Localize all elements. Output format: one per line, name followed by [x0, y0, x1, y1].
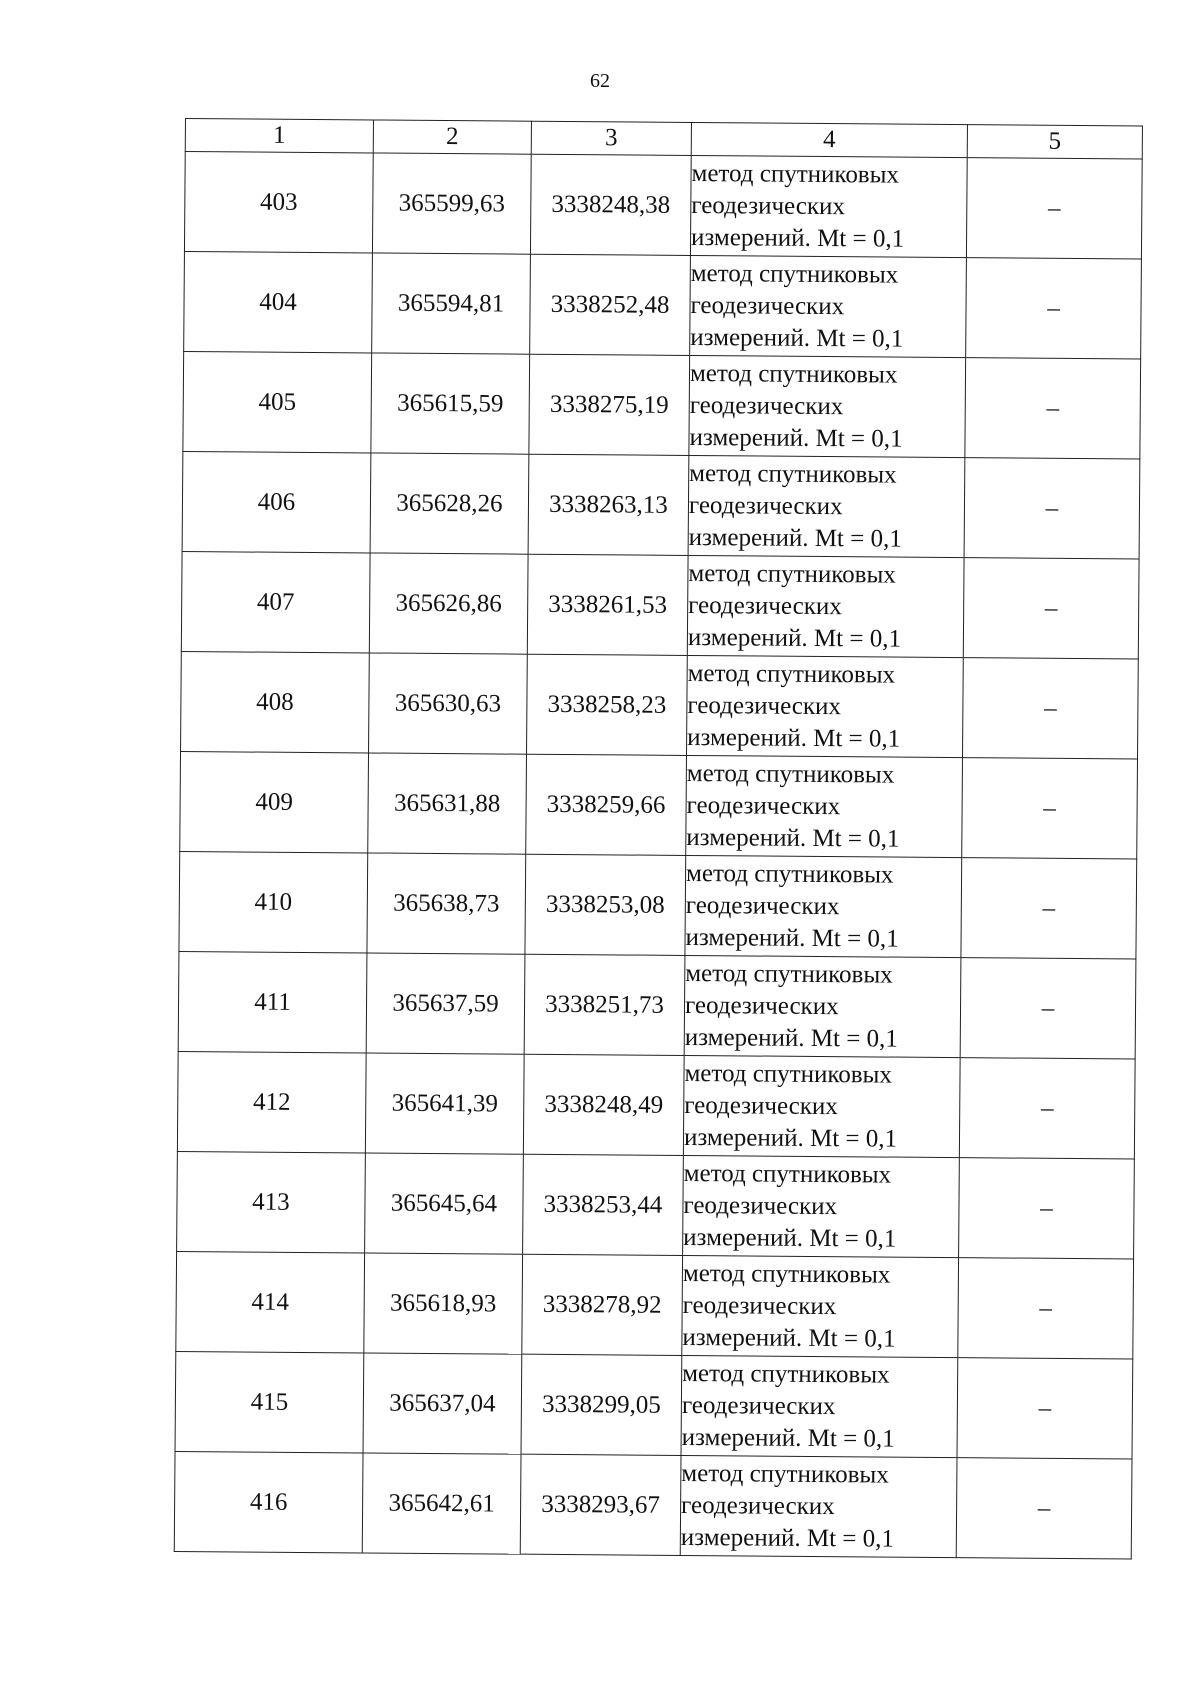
x-coordinate-cell: 365641,39	[365, 1053, 524, 1154]
method-line: геодезических	[687, 691, 842, 720]
method-cell	[680, 1455, 957, 1557]
x-coordinate-cell: 365599,63	[372, 153, 531, 254]
y-coordinate-cell: 3338293,67	[520, 1454, 681, 1555]
method-cell	[689, 355, 966, 457]
point-number-cell: 406	[182, 451, 371, 552]
y-coordinate-cell: 3338253,44	[523, 1154, 684, 1255]
table-row	[176, 1251, 1134, 1359]
method-line: метод спутниковых	[689, 459, 897, 489]
method-line: геодезических	[688, 491, 843, 520]
y-coordinate-cell: 3338248,49	[523, 1054, 684, 1155]
note-cell: –	[957, 1358, 1133, 1459]
column-header-4: 4	[691, 122, 967, 157]
method-cell	[690, 155, 967, 257]
method-line: измерений. Mt = 0,1	[684, 1023, 898, 1053]
method-line: метод спутниковых	[682, 1259, 891, 1289]
point-number-cell: 414	[176, 1251, 365, 1352]
x-coordinate-cell: 365631,88	[368, 753, 527, 854]
point-number-cell: 409	[180, 751, 369, 852]
table-row	[179, 851, 1137, 959]
method-line: измерений. Mt = 0,1	[690, 223, 905, 253]
y-coordinate-cell: 3338275,19	[529, 354, 690, 455]
note-cell: –	[965, 358, 1141, 459]
method-line: геодезических	[685, 891, 840, 920]
method-line: метод спутниковых	[682, 1359, 890, 1389]
method-line: измерений. Mt = 0,1	[681, 1423, 895, 1453]
y-coordinate-cell: 3338253,08	[525, 854, 686, 955]
method-line: измерений. Mt = 0,1	[680, 1523, 895, 1553]
x-coordinate-cell: 365626,86	[369, 553, 528, 654]
method-line: измерений. Mt = 0,1	[689, 423, 903, 453]
method-line: измерений. Mt = 0,1	[690, 323, 904, 353]
point-number-cell: 407	[181, 551, 370, 652]
x-coordinate-cell: 365594,81	[372, 253, 531, 354]
method-line: метод спутниковых	[685, 959, 893, 989]
point-number-cell: 405	[183, 351, 372, 452]
x-coordinate-cell: 365642,61	[362, 1453, 521, 1554]
method-line: геодезических	[683, 1191, 838, 1220]
method-cell	[683, 1055, 960, 1157]
note-cell: –	[963, 658, 1139, 759]
method-line: измерений. Mt = 0,1	[685, 923, 899, 953]
method-cell	[688, 455, 965, 557]
point-number-cell: 413	[177, 1151, 366, 1252]
table-row	[184, 152, 1142, 260]
note-cell: –	[961, 858, 1137, 959]
method-line: метод спутниковых	[684, 1059, 893, 1089]
point-number-cell: 408	[181, 651, 370, 752]
y-coordinate-cell: 3338261,53	[527, 554, 688, 655]
method-line: геодезических	[681, 1491, 835, 1520]
method-cell	[686, 755, 963, 857]
note-cell: –	[959, 1158, 1135, 1259]
y-coordinate-cell: 3338263,13	[528, 454, 689, 555]
method-cell	[682, 1255, 959, 1357]
point-number-cell: 411	[178, 951, 367, 1052]
table-row	[178, 951, 1136, 1059]
method-line: метод спутниковых	[686, 759, 895, 789]
method-line: метод спутниковых	[688, 559, 896, 589]
method-cell	[684, 955, 961, 1057]
method-line: метод спутниковых	[691, 159, 900, 189]
method-line: геодезических	[684, 1091, 838, 1120]
note-cell: –	[959, 1058, 1135, 1159]
column-header-3: 3	[531, 121, 691, 155]
x-coordinate-cell: 365645,64	[365, 1153, 524, 1254]
y-coordinate-cell: 3338299,05	[521, 1354, 682, 1455]
table-row	[180, 751, 1138, 859]
table-row	[175, 1351, 1133, 1459]
note-cell: –	[960, 958, 1136, 1059]
point-number-cell: 410	[179, 851, 368, 952]
x-coordinate-cell: 365628,26	[370, 453, 529, 554]
point-number-cell: 403	[184, 152, 373, 253]
method-line: измерений. Mt = 0,1	[682, 1323, 896, 1353]
method-line: метод спутниковых	[685, 859, 894, 889]
point-number-cell: 416	[174, 1451, 363, 1552]
column-header-2: 2	[373, 120, 531, 154]
table-row	[183, 351, 1141, 459]
method-line: измерений. Mt = 0,1	[683, 1223, 897, 1253]
method-line: геодезических	[686, 791, 841, 820]
method-line: метод спутниковых	[683, 1159, 892, 1189]
table-body	[174, 152, 1142, 1559]
method-line: геодезических	[689, 391, 844, 420]
note-cell: –	[956, 1458, 1132, 1559]
x-coordinate-cell: 365638,73	[367, 853, 526, 954]
y-coordinate-cell: 3338258,23	[527, 654, 688, 755]
method-line: измерений. Mt = 0,1	[688, 523, 902, 553]
point-number-cell: 404	[184, 251, 373, 352]
y-coordinate-cell: 3338251,73	[524, 954, 685, 1055]
table-row	[182, 451, 1140, 559]
table-row	[181, 551, 1139, 659]
y-coordinate-cell: 3338259,66	[526, 754, 687, 855]
method-cell	[681, 1355, 958, 1457]
table-row	[181, 651, 1139, 759]
method-line: метод спутниковых	[689, 359, 898, 389]
coordinates-table	[174, 118, 1143, 1559]
table-row	[177, 1151, 1135, 1259]
table-row	[174, 1451, 1132, 1559]
note-cell: –	[958, 1258, 1134, 1359]
x-coordinate-cell: 365615,59	[371, 353, 530, 454]
note-cell: –	[963, 558, 1139, 659]
y-coordinate-cell: 3338248,38	[530, 154, 691, 255]
column-header-1: 1	[185, 119, 373, 153]
note-cell: –	[966, 258, 1142, 359]
method-line: геодезических	[690, 291, 845, 320]
method-cell	[687, 655, 964, 757]
point-number-cell: 412	[177, 1051, 366, 1152]
y-coordinate-cell: 3338252,48	[530, 254, 691, 355]
method-line: метод спутниковых	[690, 259, 899, 289]
note-cell: –	[966, 158, 1142, 259]
method-line: геодезических	[684, 991, 839, 1020]
method-line: метод спутниковых	[681, 1459, 889, 1489]
method-line: измерений. Mt = 0,1	[683, 1123, 898, 1153]
table-row	[184, 251, 1142, 359]
method-line: геодезических	[691, 191, 846, 220]
method-line: геодезических	[681, 1391, 836, 1420]
y-coordinate-cell: 3338278,92	[522, 1254, 683, 1355]
method-cell	[685, 855, 962, 957]
method-cell	[687, 555, 964, 657]
page-number: 62	[590, 70, 610, 92]
method-cell	[690, 255, 967, 357]
x-coordinate-cell: 365630,63	[369, 653, 528, 754]
method-line: измерений. Mt = 0,1	[687, 723, 901, 753]
x-coordinate-cell: 365637,59	[366, 953, 525, 1054]
method-line: метод спутниковых	[687, 659, 896, 689]
note-cell: –	[962, 758, 1138, 859]
method-line: измерений. Mt = 0,1	[686, 823, 900, 853]
method-line: измерений. Mt = 0,1	[687, 623, 902, 653]
method-line: геодезических	[688, 591, 842, 620]
column-header-5: 5	[967, 125, 1142, 159]
method-cell	[683, 1155, 960, 1257]
point-number-cell: 415	[175, 1351, 364, 1452]
note-cell: –	[964, 458, 1140, 559]
table-row	[177, 1051, 1135, 1159]
method-line: геодезических	[682, 1291, 837, 1320]
x-coordinate-cell: 365618,93	[364, 1253, 523, 1354]
x-coordinate-cell: 365637,04	[363, 1353, 522, 1454]
